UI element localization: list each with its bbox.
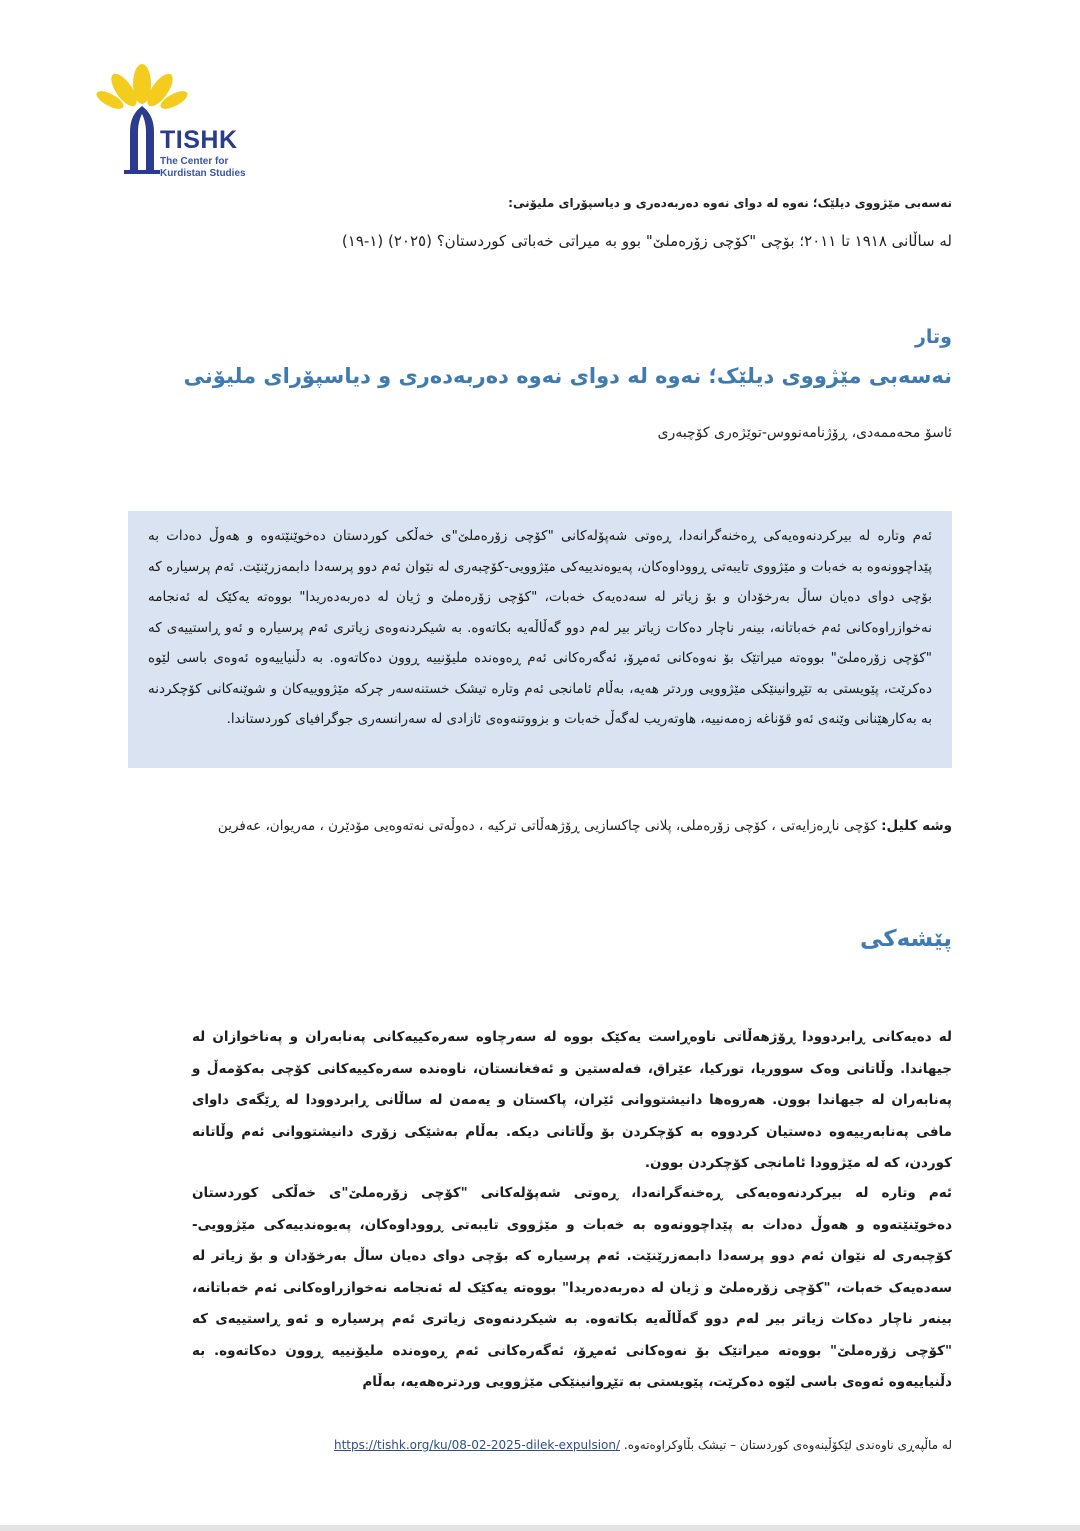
section-label: وتار [914,326,952,348]
author-line: ئاسۆ محەممەدی، ڕۆژنامەنووس-توێژەری کۆچبەری [657,425,952,441]
source-link[interactable]: https://tishk.org/ku/08-02-2025-dilek-expulsion/ [334,1438,621,1452]
keywords-line [218,818,952,834]
footer-prefix: لە ماڵپەڕی ناوەندی لێکۆڵینەوەی کوردستان – تیشک بڵاوکراوەتەوە. [623,1438,952,1452]
footer-note [334,1438,952,1452]
intro-heading: پێشەکی [859,926,952,952]
keywords-label: وشە کلیل: [881,818,952,834]
page-bottom-divider [0,1525,1080,1531]
logo-subtitle: The Center for Kurdistan Studies [160,156,246,179]
body-paragraph: لە دەیەکانی ڕابردوودا ڕۆژهەڵاتی ناوەڕاست یەکێک بووە لە سەرچاوە سەرەکییەکانی پەنابەران و پەناخوازان لە جیهاندا. وڵاتانی وەک سووریا، تورکیا، عێراق، فەلەستین و ئەفغانستان، ناوەندە سەرەکییەکانی کۆچی بەکۆمەڵ و پەنابەران لە جیهاندا بوون. هەروەها دانیشتووانی ئێران، پاکستان و یەمەن لە ساڵانی ڕابردوودا لە ڕێگەی داوای مافی پەنابەرییەوە دەستیان کردووە بە کۆچکردن بۆ وڵاتانی دیکە. بەڵام بەشێکی زۆری دانیشتووانی ئەم وڵاتانە کوردن، کە لە مێژوودا ئامانجی کۆچکردن بوون. [192,1029,952,1171]
logo-wordmark: TISHK [160,126,238,154]
running-head: نەسەبی مێژووی دیلێک؛ نەوە لە دوای نەوە دەربەدەری و دیاسپۆرای ملیۆنی: [508,196,952,210]
abstract-box [128,511,952,768]
tishk-logo [94,62,264,180]
body-paragraph: ئەم وتارە لە بیرکردنەوەیەکی ڕەخنەگرانەدا، ڕەوتی شەپۆلەکانی "کۆچی زۆرەملێ"ی خەڵکی کوردستان دەخوێنێتەوە و هەوڵ دەدات بە پێداچوونەوە بە خەبات و مێژووی تایبەتی ڕووداوەکان، پەیوەندییەکی مێژوویی-کۆچبەری لە نێوان ئەم دوو پرسەدا دابمەزرێنێت. ئەم پرسیارە کە بۆچی دوای دەیان ساڵ بەرخۆدان و بۆ زیاتر لە سەدەیەک خەبات، "کۆچی زۆرەملێ و ژیان لە دەربەدەریدا" بووەتە یەکێک لە ئەنجامە نەخوازراوەکانی ئەم خەباتانە، بینەر ناچار دەکات زیاتر بیر لەم دوو گەڵاڵەیە بکاتەوە. بە شیکردنەوەی زیاتری ئەم پرسیارە و ئەو ڕاستییەی کە "کۆچی زۆرەملێ" بووەتە میراتێک بۆ نەوەکانی ئەمڕۆ، ئەگەرەکانی ئەم ڕەوەندە ملیۆنییە ڕوون دەکاتەوە. بە دڵنیاییەوە ئەوەی باسی لێوە دەکرێت، پێویستی بە تێڕوانینێکی مێژوویی وردترەهەیە، بەڵام [192,1185,952,1390]
keywords-text: کۆچی ناڕەزایەتی ، کۆچی زۆرەملی، پلانی چاکسازیی ڕۆژهەڵاتی ترکیە ، دەوڵەتی نەتەوەیی مۆدێرن ، مەریوان، عەفرین [217,818,882,834]
citation-line: لە ساڵانی ١٩١٨ تا ٢٠١١؛ بۆچی "کۆچی زۆرەملێ" بوو بە میراتی خەباتی کوردستان؟ (٢٠٢٥) (١-١٩) [341,232,952,250]
article-title: نەسەبی مێژووی دیلێک؛ نەوە لە دوای نەوە دەربەدەری و دیاسپۆرای ملیۆنی [183,364,952,388]
abstract-text: ئەم وتارە لە بیرکردنەوەیەکی ڕەخنەگرانەدا، ڕەوتی شەپۆلەکانی "کۆچی زۆرەملێ"ی خەڵکی کوردستان دەخوێنێتەوە و هەوڵ دەدات بە پێداچوونەوە بە خەبات و مێژووی تایبەتی ڕووداوەکان، پەیوەندییەکی مێژوویی-کۆچبەری لە نێوان ئەم دوو پرسەدا دابمەزرێنێت. ئەم پرسیارە کە بۆچی دوای دەیان ساڵ بەرخۆدان و بۆ زیاتر لە سەدەیەک خەبات، "کۆچی زۆرەملێ و ژیان لە دەربەدەریدا" بووەتە یەکێک لە ئەنجامە نەخوازراوەکانی ئەم خەباتانە، بینەر ناچار دەکات زیاتر بیر لەم دوو گەڵاڵەیە بکاتەوە. بە شیکردنەوەی زیاتری ئەم پرسیارە و ئەو ڕاستییەی کە "کۆچی زۆرەملێ" بووەتە میراتێک بۆ نەوەکانی ئەمڕۆ، ئەگەرەکانی ئەم ڕەوەندە ملیۆنییە ڕوون دەکاتەوە. بە دڵنیاییەوە ئەوەی باسی لێوە دەکرێت، پێویستی بە تێڕوانینێکی مێژوویی وردتر هەیە، بەڵام ئامانجی ئەم وتارە تیشک خستنەسەر چرکە مێژووییەکان و شوێنەکانی کۆچکردنە بە بەکارهێنانی وێنەی ئەو قۆناغە زەمەنییە، هاوتەریب لەگەڵ خەبات و بزووتنەوەی ئازادی لە سەرانسەری جوگرافیای کوردستاندا. [148,528,932,727]
